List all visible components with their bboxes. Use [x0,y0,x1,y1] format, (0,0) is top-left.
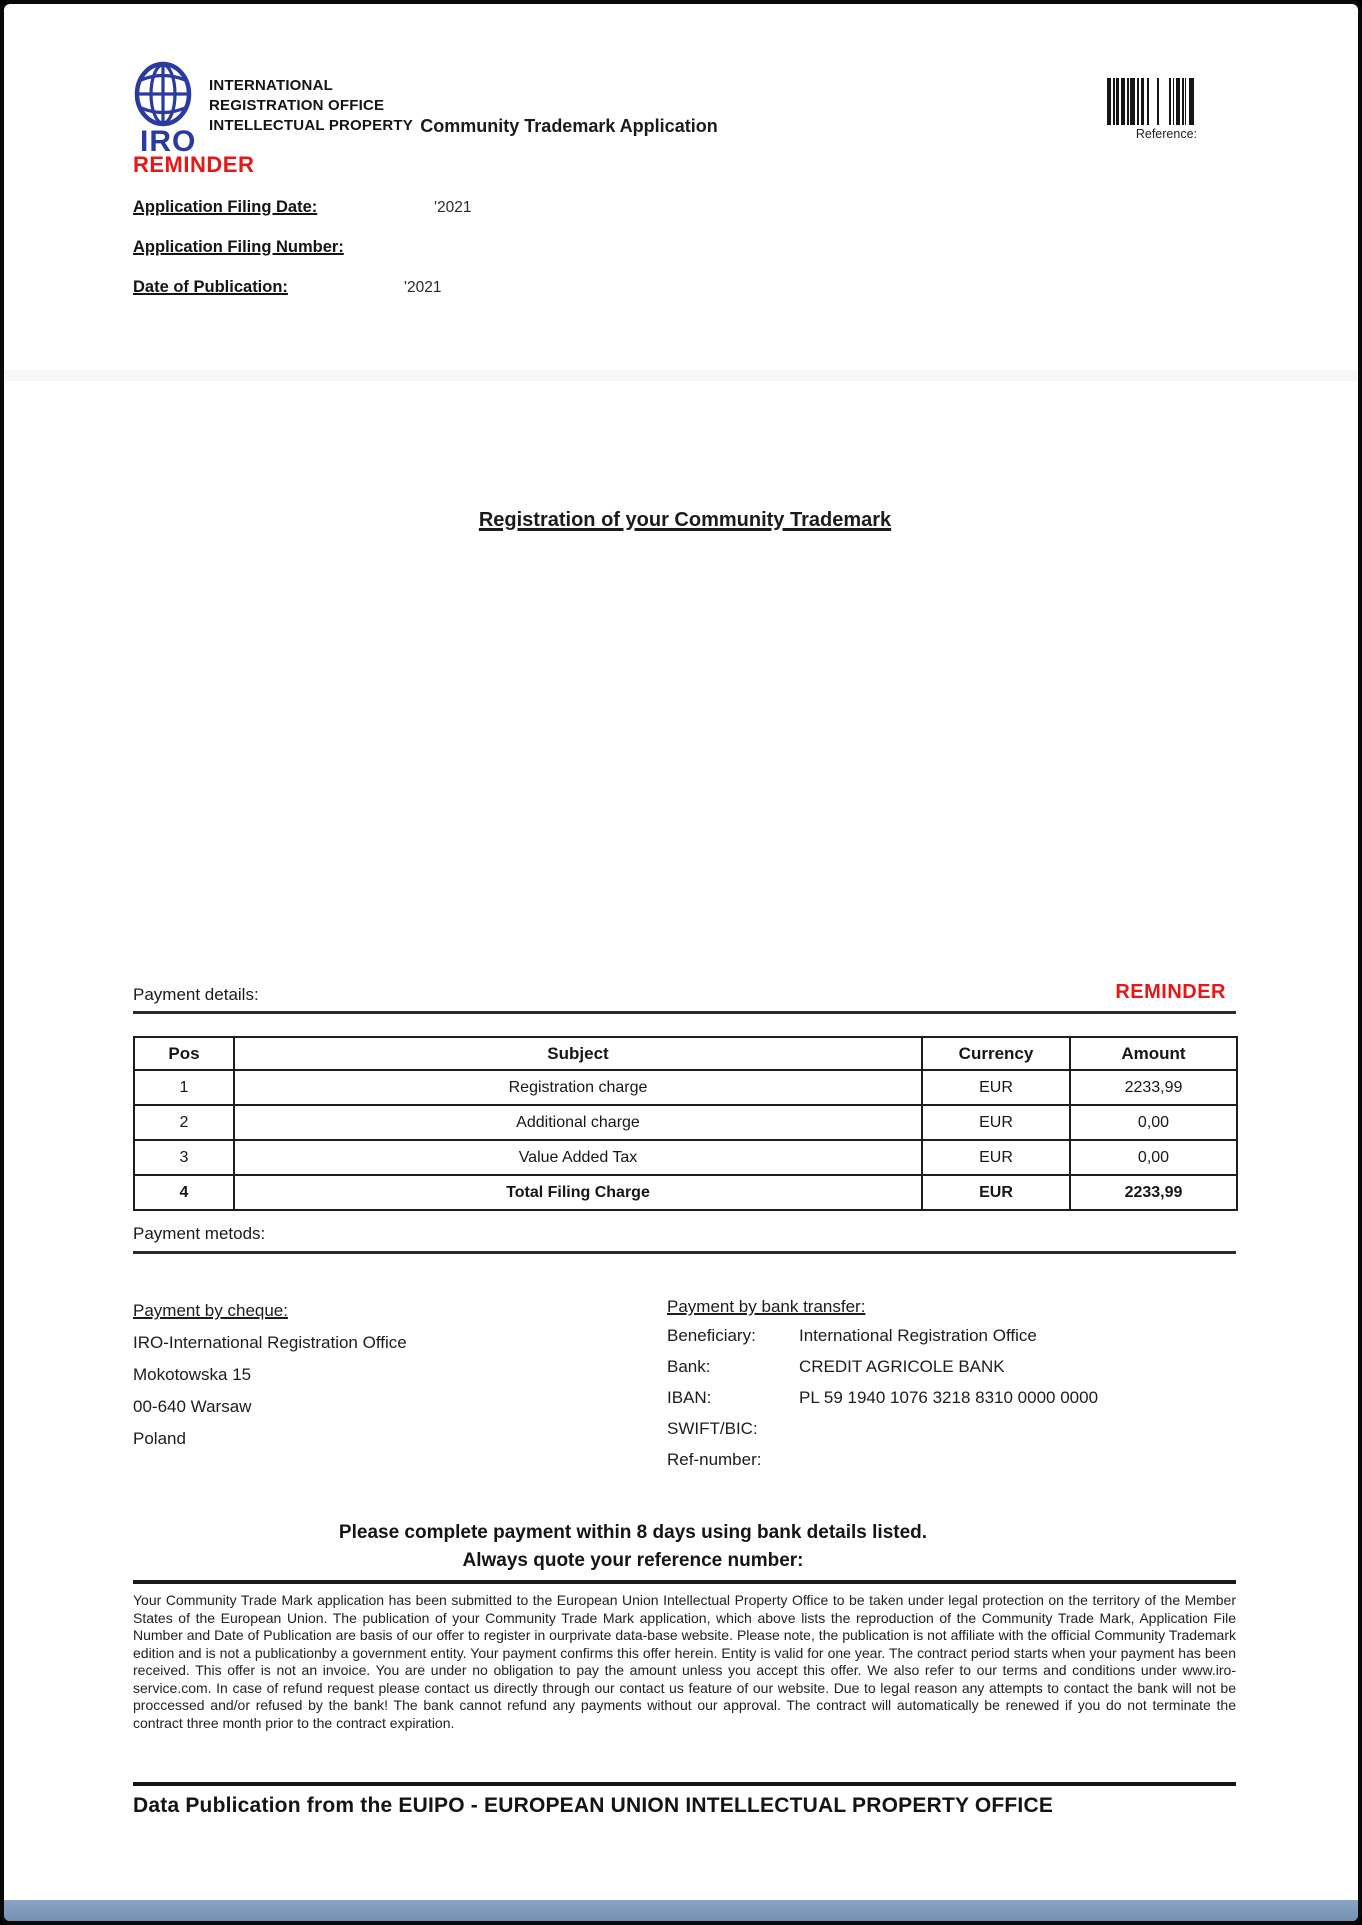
col-header-amount: Amount [1070,1037,1237,1070]
field-application-filing-number [133,238,733,262]
notice-line-2: Always quote your reference number: [462,1550,804,1571]
table-header-row [134,1037,1237,1070]
field-label: Date of Publication: [133,278,288,296]
col-header-currency: Currency [922,1037,1070,1070]
barcode [1107,78,1195,125]
table-row: 2 Additional charge EUR 0,00 [134,1105,1237,1140]
payment-notice [133,1519,1133,1575]
field-date-of-publication [133,278,733,302]
cheque-address-line: 00-640 Warsaw [133,1397,252,1416]
logo-acronym: IRO [140,125,197,158]
table-row: 3 Value Added Tax EUR 0,00 [134,1140,1237,1175]
footer-statement: Data Publication from the EUIPO - EUROPEAN UNION INTELLECTUAL PROPERTY OFFICE [133,1794,1054,1817]
divider [133,1782,1236,1786]
field-value: '2021 [434,199,472,216]
bottom-scan-bar [4,1900,1362,1921]
bank-field-ref-number: Ref-number: [667,1450,762,1469]
reference-label: Reference: [1135,127,1197,141]
field-application-filing-date [133,198,733,222]
field-value: '2021 [404,279,442,296]
cheque-address-line: Mokotowska 15 [133,1365,252,1384]
divider [133,1011,1236,1014]
payment-by-cheque-block [133,1295,407,1455]
field-label: Application Filing Number: [133,238,344,256]
field-label: Application Filing Date: [133,198,318,216]
payment-by-bank-transfer-block [667,1297,1099,1481]
bank-transfer-heading: Payment by bank transfer: [667,1297,866,1316]
bank-field-iban: IBAN: PL 59 1940 1076 3218 8310 0000 0000 [667,1388,1099,1407]
col-header-pos: Pos [134,1037,234,1070]
charges-table [133,1036,1238,1211]
cheque-address-line: IRO-International Registration Office [133,1333,407,1352]
divider [133,1251,1236,1254]
org-line-2: REGISTRATION OFFICE [209,97,385,114]
scan-artifact [4,370,1362,381]
org-line-1: INTERNATIONAL [209,77,333,94]
bank-field-swift: SWIFT/BIC: [667,1419,758,1438]
reminder-banner: REMINDER [133,152,255,177]
bank-field-bank: Bank: CREDIT AGRICOLE BANK [667,1357,1005,1376]
bank-field-beneficiary: Beneficiary: International Registration Office [667,1326,1037,1345]
section-title: Registration of your Community Trademark [478,509,892,531]
notice-line-1: Please complete payment within 8 days using bank details listed. [338,1522,928,1543]
payment-methods-heading: Payment metods: [133,1224,266,1243]
cheque-address-line: Poland [133,1429,186,1448]
org-line-3: INTELLECTUAL PROPERTY [209,117,413,134]
divider [133,1580,1236,1584]
col-header-subject: Subject [234,1037,922,1070]
document-title: Community Trademark Application [420,116,718,136]
payment-details-heading: Payment details: [133,985,259,1004]
terms-fine-print: Your Community Trade Mark application has been submitted to the European Union Intellectual Property Office to be taken under legal protection on the territory of the Member States of the European Union. The publication of your Community Trade Mark application, which above lists the reproduction of the Community Trade Mark, Application File Number and Date of Publication are basis of our offer to register in ourprivate data-base website. Please note, the publication is not affiliate with the official Community Trademark edition and is not a publicationby a government entity. Your payment confirms this offer herein. Entity is valid for one year. The contract period starts when your payment has been received. This offer is not an invoice. You are under no obligation to pay the amount unless you accept this offer. We also refer to our terms and conditions under www.iro-service.com. In case of refund request please contact us directly through our contact us feature of our website. Due to legal reason any attempts to contact the bank will not be proccessed and/or refused by the bank! The bank cannot refund any payments without our approval. The contract will automatically be renewed if you do not terminate the contract three month prior to the contract expiration. [133,1592,1236,1731]
table-row: 1 Registration charge EUR 2233,99 [134,1070,1237,1105]
table-row-total: 4 Total Filing Charge EUR 2233,99 [134,1175,1237,1210]
cheque-heading: Payment by cheque: [133,1301,288,1320]
reminder-badge: REMINDER [1115,981,1226,1003]
